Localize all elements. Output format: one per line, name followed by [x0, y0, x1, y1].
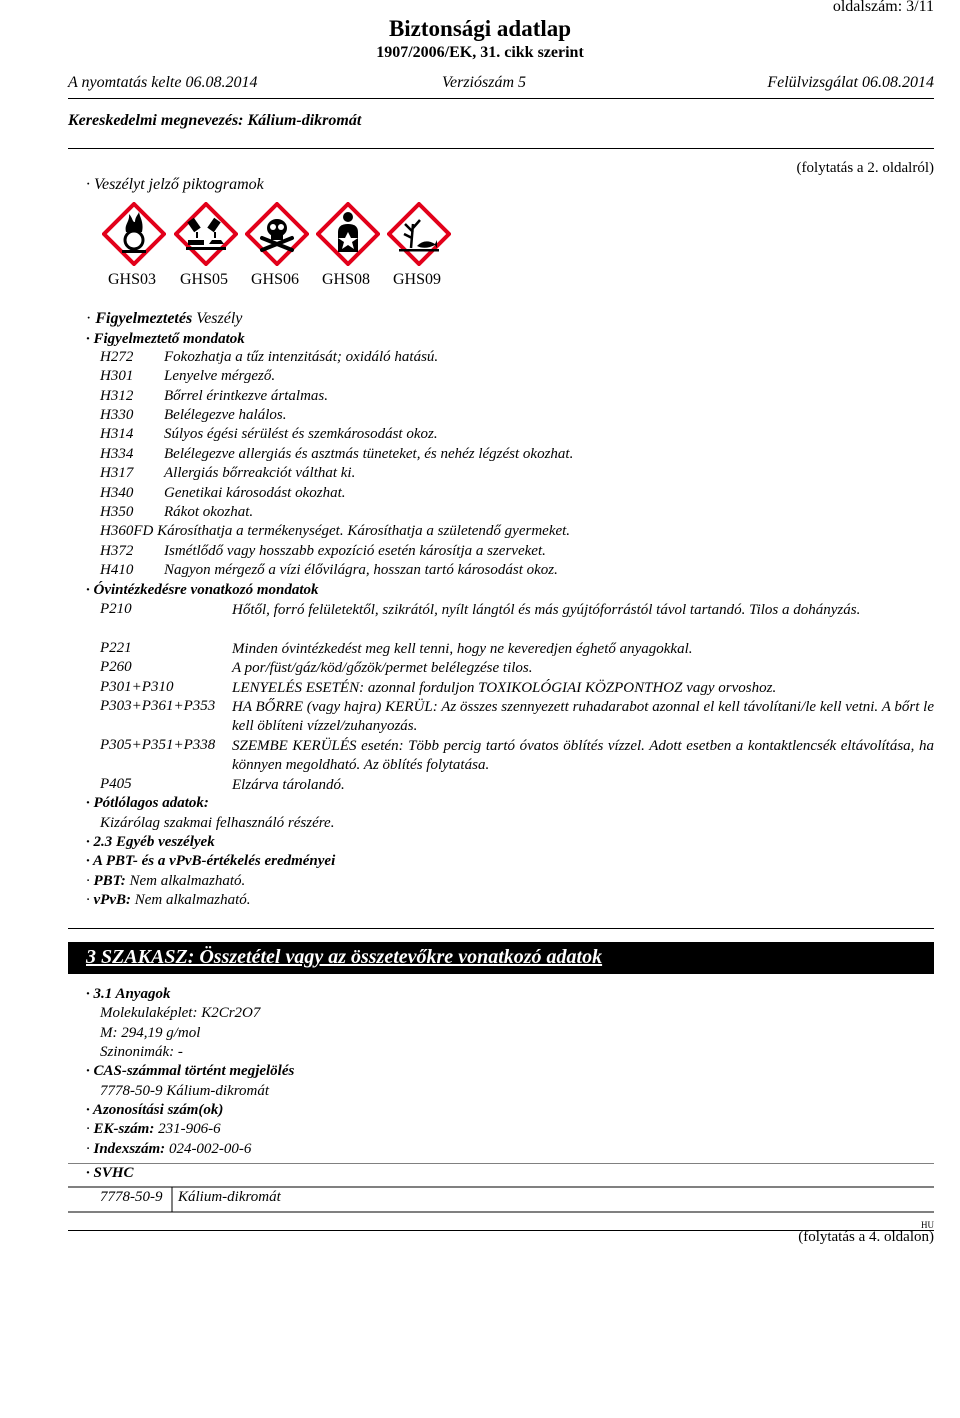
precautionary-heading: · Óvintézkedésre vonatkozó mondatok	[86, 582, 319, 598]
vpvb-row: · vPvB: Nem alkalmazható.	[86, 892, 251, 908]
pictogram-code: GHS09	[393, 271, 442, 288]
version: Verziószám 5	[442, 74, 527, 91]
hazard-statement: H301 Lenyelve mérgező.	[100, 368, 276, 384]
hazard-statement: H334 Belélegezve allergiás és asztmás tüneteket, és nehéz légzést okozhat.	[100, 446, 574, 462]
hazard-statement: H330 Belélegezve halálos.	[100, 407, 287, 423]
hazard-statement: H317 Allergiás bőrreakciót válthat ki.	[100, 465, 356, 481]
pictogram-code: GHS08	[322, 271, 371, 288]
doc-subtitle: 1907/2006/EK, 31. cikk szerint	[376, 44, 584, 61]
id-heading: · Azonosítási szám(ok)	[86, 1102, 224, 1118]
signal-word: · Figyelmeztetés Veszély	[86, 310, 243, 327]
continued-from: (folytatás a 2. oldalról)	[796, 160, 934, 176]
svhc-cas: 7778-50-9	[100, 1189, 163, 1205]
synonyms: Szinonimák: -	[100, 1044, 183, 1060]
ec-number: · EK-szám: 231-906-6	[86, 1121, 221, 1137]
hazard-statement: H350 Rákot okozhat.	[100, 504, 254, 520]
pictogram-code: GHS06	[251, 271, 300, 288]
health-hazard-icon	[316, 202, 380, 266]
hazard-statement: H410 Nagyon mérgező a vízi élővilágra, hosszan tartó károsodást okoz.	[100, 562, 558, 578]
molar-mass: M: 294,19 g/mol	[100, 1025, 201, 1041]
pictogram-code: GHS03	[108, 271, 157, 288]
hazard-statement: H314 Súlyos égési sérülést és szemkárosodást okoz.	[100, 426, 438, 442]
hazard-statement: H272 Fokozhatja a tűz intenzitását; oxidáló hatású.	[100, 349, 439, 365]
pictograms-heading: · Veszélyt jelző piktogramok	[86, 176, 264, 193]
language-code: HU	[921, 1220, 934, 1230]
corrosion-icon	[174, 202, 238, 266]
svhc-heading: · SVHC	[86, 1165, 134, 1181]
hazard-statement: H340 Genetikai károsodást okozhat.	[100, 485, 346, 501]
section-divider	[68, 928, 934, 929]
svhc-name: Kálium-dikromát	[178, 1189, 281, 1205]
cas-value: 7778-50-9 Kálium-dikromát	[100, 1083, 270, 1099]
trade-name: Kereskedelmi megnevezés: Kálium-dikromát	[68, 112, 362, 129]
section-3-title: 3 SZAKASZ: Összetétel vagy az összetevőkre vonatkozó adatok	[86, 946, 603, 968]
other-hazards-heading: · 2.3 Egyéb veszélyek	[86, 834, 215, 850]
flame-over-circle-icon	[102, 202, 166, 266]
hazard-statements-heading: · Figyelmeztető mondatok	[86, 331, 245, 347]
index-number: · Indexszám: 024-002-00-6	[86, 1141, 252, 1157]
environment-icon	[387, 202, 451, 266]
hazard-statement-h360: H360FD Károsíthatja a termékenységet. Károsíthatja a születendő gyermeket.	[100, 523, 571, 539]
revision-date: Felülvizsgálat 06.08.2014	[767, 74, 934, 91]
print-date: A nyomtatás kelte 06.08.2014	[68, 74, 258, 91]
doc-title: Biztonsági adatlap	[388, 16, 572, 41]
skull-crossbones-icon	[245, 202, 309, 266]
continued-to: (folytatás a 4. oldalon)	[798, 1229, 934, 1245]
molecular-formula: Molekulaképlet: K2Cr2O7	[100, 1005, 261, 1021]
supplementary-text: Kizárólag szakmai felhasználó részére.	[100, 815, 335, 831]
hazard-statement: H312 Bőrrel érintkezve ártalmas.	[100, 388, 328, 404]
trade-name-divider	[68, 148, 934, 149]
header-divider	[68, 98, 934, 99]
page-number: oldalszám: 3/11	[832, 0, 934, 15]
hazard-statement: H372 Ismétlődő vagy hosszabb expozíció esetén károsítja a szerveket.	[100, 543, 546, 559]
cas-heading: · CAS-számmal történt megjelölés	[86, 1063, 295, 1079]
supplementary-heading: · Pótlólagos adatok:	[86, 795, 209, 811]
pbt-row: · PBT: Nem alkalmazható.	[86, 873, 246, 889]
pictogram-code: GHS05	[180, 271, 229, 288]
substances-heading: · 3.1 Anyagok	[86, 986, 171, 1002]
pbt-heading: · A PBT- és a vPvB-értékelés eredményei	[86, 853, 336, 869]
